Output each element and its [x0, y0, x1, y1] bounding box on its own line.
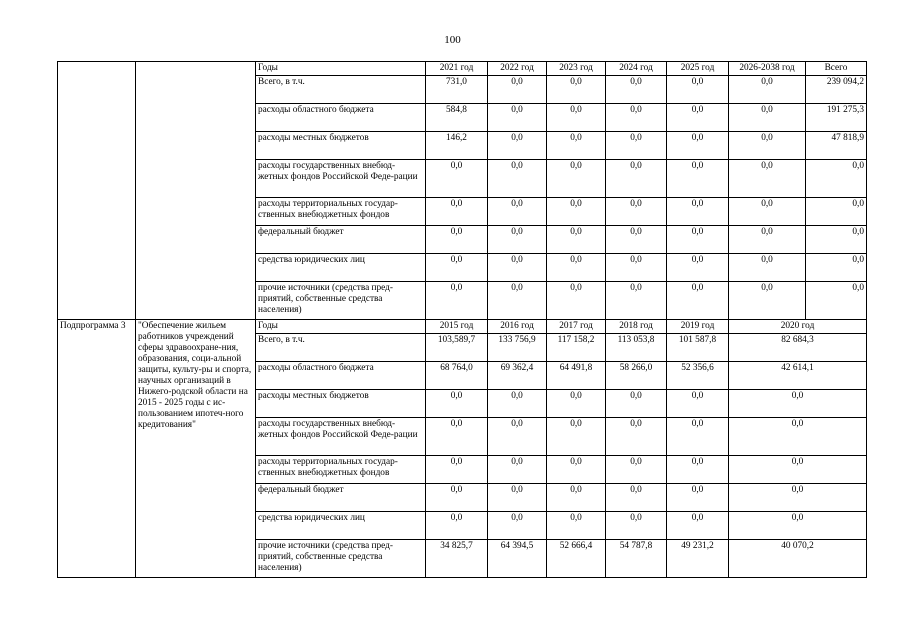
value-cell: 103,589,7	[426, 334, 488, 362]
total-header-cell: Всего	[806, 62, 867, 76]
value-cell: 0,0	[667, 254, 729, 282]
year-header-cell: 2022 год	[488, 62, 547, 76]
value-cell: 0,0	[606, 390, 667, 418]
value-cell: 0,0	[667, 198, 729, 226]
year-header-cell: 2018 год	[606, 320, 667, 334]
value-cell: 0,0	[606, 198, 667, 226]
year-header-cell: 2016 год	[488, 320, 547, 334]
value-cell: 0,0	[488, 484, 547, 512]
value-cell: 0,0	[426, 484, 488, 512]
value-cell: 0,0	[667, 282, 729, 320]
value-cell: 82 684,3	[729, 334, 867, 362]
value-cell: 0,0	[667, 418, 729, 456]
value-cell: 731,0	[426, 76, 488, 104]
value-cell: 0,0	[426, 198, 488, 226]
value-cell: 0,0	[547, 104, 606, 132]
budget-table	[57, 61, 867, 578]
value-cell: 0,0	[547, 512, 606, 540]
row-label: расходы территориальных государ-ственных внебюджетных фондов	[256, 456, 426, 484]
year-header-cell: 2017 год	[547, 320, 606, 334]
value-cell: 0,0	[606, 484, 667, 512]
value-cell: 0,0	[547, 456, 606, 484]
value-cell: 0,0	[806, 160, 867, 198]
value-cell: 0,0	[547, 226, 606, 254]
value-cell: 0,0	[667, 76, 729, 104]
row-label: федеральный бюджет	[256, 226, 426, 254]
value-cell: 58 266,0	[606, 362, 667, 390]
value-cell: 0,0	[667, 456, 729, 484]
value-cell: 0,0	[488, 76, 547, 104]
value-cell: 0,0	[426, 512, 488, 540]
value-cell: 0,0	[606, 226, 667, 254]
value-cell: 0,0	[667, 132, 729, 160]
value-cell: 49 231,2	[667, 540, 729, 578]
value-cell: 0,0	[667, 160, 729, 198]
row-label: расходы государственных внебюд-жетных фондов Российской Феде-рации	[256, 160, 426, 198]
year-header-cell: 2019 год	[667, 320, 729, 334]
value-cell: 0,0	[426, 456, 488, 484]
value-cell: 191 275,3	[806, 104, 867, 132]
section1-description-cell	[136, 62, 256, 320]
section1-subprogram-cell	[58, 62, 136, 320]
value-cell: 0,0	[488, 104, 547, 132]
year-header-cell: 2023 год	[547, 62, 606, 76]
value-cell: 0,0	[547, 390, 606, 418]
value-cell: 0,0	[729, 226, 806, 254]
value-cell: 0,0	[426, 226, 488, 254]
value-cell: 0,0	[547, 160, 606, 198]
value-cell: 0,0	[729, 512, 867, 540]
value-cell: 34 825,7	[426, 540, 488, 578]
value-cell: 0,0	[547, 418, 606, 456]
value-cell: 0,0	[547, 484, 606, 512]
value-cell: 0,0	[606, 456, 667, 484]
value-cell: 0,0	[426, 282, 488, 320]
value-cell: 0,0	[729, 198, 806, 226]
value-cell: 0,0	[667, 226, 729, 254]
value-cell: 0,0	[806, 282, 867, 320]
value-cell: 0,0	[426, 390, 488, 418]
value-cell: 64 394,5	[488, 540, 547, 578]
value-cell: 0,0	[806, 226, 867, 254]
subprogram-description: "Обеспечение жильем работников учреждений сферы здравоохране-ния, образования, соци-альной защиты, культу-ры и спорта, научных организаций в Нижего-родской области на 2015 - 2025 годы с ис-пользованием ипотеч-ного кредитования"	[136, 320, 256, 578]
years-header-cell: Годы	[256, 320, 426, 334]
value-cell: 42 614,1	[729, 362, 867, 390]
value-cell: 0,0	[606, 104, 667, 132]
value-cell: 0,0	[547, 198, 606, 226]
value-cell: 0,0	[667, 390, 729, 418]
value-cell: 0,0	[606, 254, 667, 282]
value-cell: 47 818,9	[806, 132, 867, 160]
row-label: расходы областного бюджета	[256, 104, 426, 132]
value-cell: 54 787,8	[606, 540, 667, 578]
value-cell: 69 362,4	[488, 362, 547, 390]
row-label: Всего, в т.ч.	[256, 76, 426, 104]
row-label: прочие источники (средства пред-приятий, собственные средства населения)	[256, 282, 426, 320]
value-cell: 0,0	[667, 104, 729, 132]
row-label: расходы государственных внебюд-жетных фондов Российской Феде-рации	[256, 418, 426, 456]
year-header-cell: 2026-2038 год	[729, 62, 806, 76]
value-cell: 0,0	[729, 76, 806, 104]
page-number: 100	[444, 34, 461, 46]
value-cell: 0,0	[606, 160, 667, 198]
value-cell: 0,0	[806, 254, 867, 282]
value-cell: 0,0	[488, 132, 547, 160]
value-cell: 0,0	[488, 390, 547, 418]
row-label: расходы территориальных государ-ственных внебюджетных фондов	[256, 198, 426, 226]
value-cell: 0,0	[547, 132, 606, 160]
value-cell: 0,0	[547, 76, 606, 104]
value-cell: 0,0	[547, 282, 606, 320]
value-cell: 0,0	[488, 418, 547, 456]
value-cell: 0,0	[729, 484, 867, 512]
year-header-cell: 2015 год	[426, 320, 488, 334]
value-cell: 0,0	[547, 254, 606, 282]
table-row	[58, 320, 867, 334]
value-cell: 0,0	[667, 512, 729, 540]
value-cell: 0,0	[806, 198, 867, 226]
value-cell: 0,0	[606, 512, 667, 540]
year-header-cell: 2021 год	[426, 62, 488, 76]
row-label: Всего, в т.ч.	[256, 334, 426, 362]
value-cell: 0,0	[488, 198, 547, 226]
budget-table-body	[58, 62, 867, 578]
value-cell: 0,0	[488, 282, 547, 320]
value-cell: 64 491,8	[547, 362, 606, 390]
value-cell: 0,0	[606, 132, 667, 160]
value-cell: 0,0	[729, 282, 806, 320]
value-cell: 0,0	[729, 418, 867, 456]
value-cell: 101 587,8	[667, 334, 729, 362]
value-cell: 0,0	[426, 160, 488, 198]
row-label: федеральный бюджет	[256, 484, 426, 512]
value-cell: 0,0	[606, 418, 667, 456]
value-cell: 0,0	[667, 484, 729, 512]
years-header-cell: Годы	[256, 62, 426, 76]
value-cell: 0,0	[729, 160, 806, 198]
subprogram-label: Подпрограмма 3	[58, 320, 136, 578]
row-label: расходы местных бюджетов	[256, 132, 426, 160]
value-cell: 0,0	[729, 104, 806, 132]
row-label: средства юридических лиц	[256, 254, 426, 282]
value-cell: 0,0	[729, 390, 867, 418]
value-cell: 0,0	[606, 282, 667, 320]
value-cell: 52 356,6	[667, 362, 729, 390]
table-row	[58, 62, 867, 76]
row-label: средства юридических лиц	[256, 512, 426, 540]
value-cell: 40 070,2	[729, 540, 867, 578]
value-cell: 0,0	[426, 254, 488, 282]
row-label: прочие источники (средства пред-приятий, собственные средства населения)	[256, 540, 426, 578]
year-header-cell: 2024 год	[606, 62, 667, 76]
value-cell: 146,2	[426, 132, 488, 160]
value-cell: 68 764,0	[426, 362, 488, 390]
year-header-cell: 2020 год	[729, 320, 867, 334]
row-label: расходы местных бюджетов	[256, 390, 426, 418]
value-cell: 239 094,2	[806, 76, 867, 104]
value-cell: 52 666,4	[547, 540, 606, 578]
value-cell: 0,0	[729, 132, 806, 160]
value-cell: 584,8	[426, 104, 488, 132]
value-cell: 0,0	[488, 512, 547, 540]
value-cell: 0,0	[488, 226, 547, 254]
value-cell: 0,0	[426, 418, 488, 456]
row-label: расходы областного бюджета	[256, 362, 426, 390]
value-cell: 113 053,8	[606, 334, 667, 362]
value-cell: 0,0	[488, 254, 547, 282]
value-cell: 0,0	[606, 76, 667, 104]
value-cell: 0,0	[488, 160, 547, 198]
value-cell: 0,0	[729, 254, 806, 282]
year-header-cell: 2025 год	[667, 62, 729, 76]
value-cell: 0,0	[488, 456, 547, 484]
value-cell: 117 158,2	[547, 334, 606, 362]
value-cell: 0,0	[729, 456, 867, 484]
value-cell: 133 756,9	[488, 334, 547, 362]
